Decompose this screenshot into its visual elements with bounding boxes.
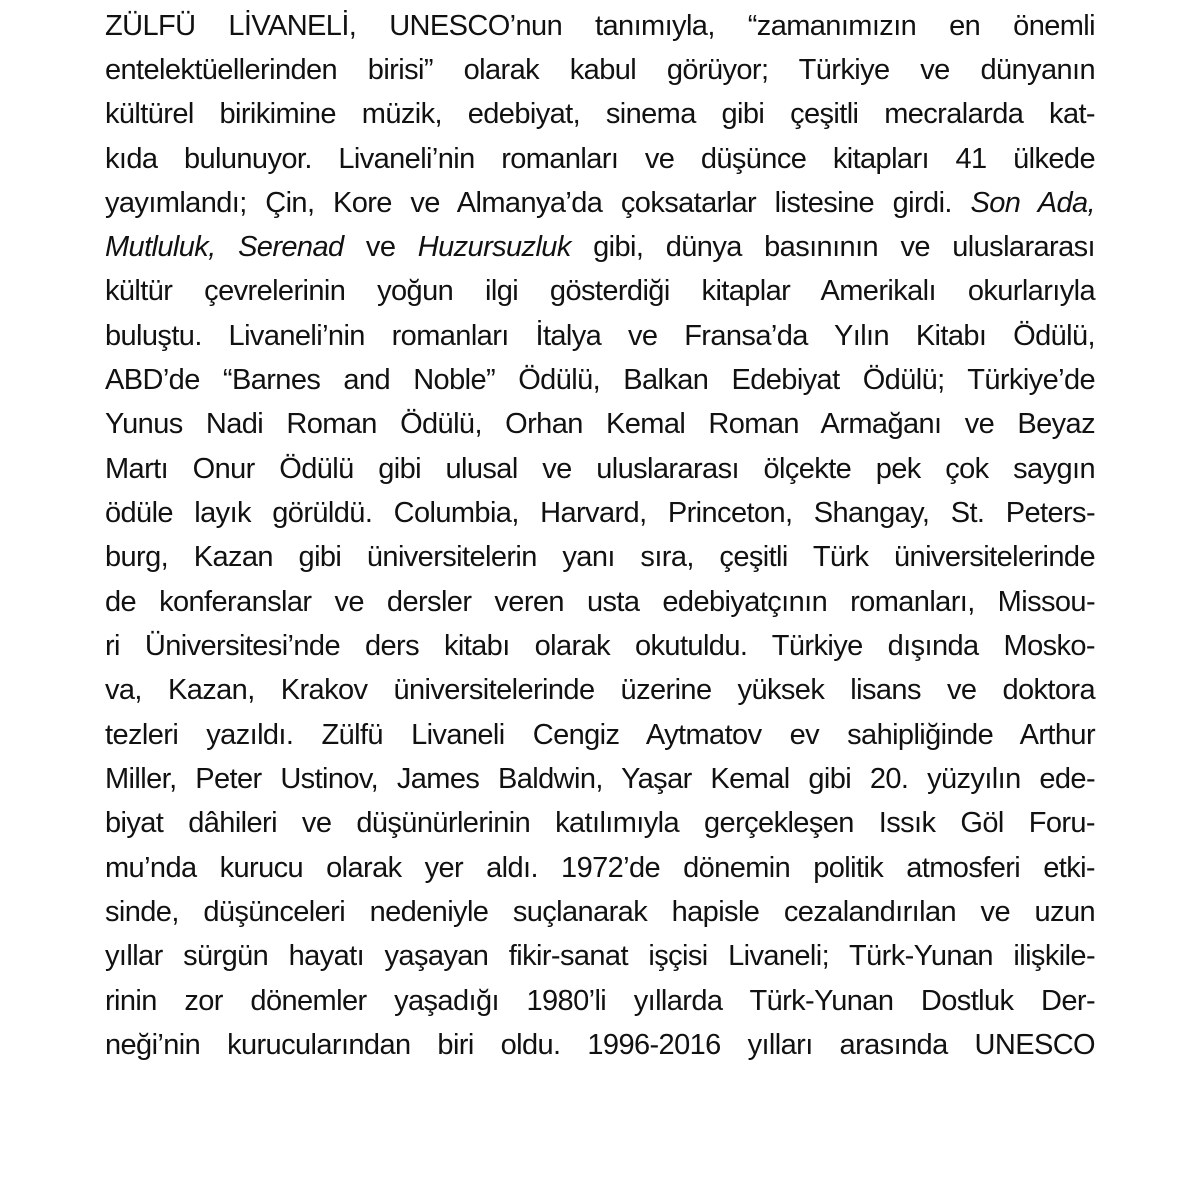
text-line	[105, 181, 1095, 225]
text-line: ödüle layık görüldü. Columbia, Harvard, Princeton, Shangay, St. Peters-	[105, 497, 1095, 529]
text-line	[105, 225, 1095, 269]
text-line: ZÜLFÜ LİVANELİ, UNESCO’nun tanımıyla, “zamanımızın en önemli	[105, 10, 1095, 42]
text-line: burg, Kazan gibi üniversitelerin yanı sıra, çeşitli Türk üniversitelerinde	[105, 541, 1095, 573]
text-segment: yayımlandı; Çin, Kore ve Almanya’da çoksatarlar listesine girdi.	[105, 187, 952, 219]
text-line: neği’nin kurucularından biri oldu. 1996-2016 yılları arasında UNESCO	[105, 1029, 1095, 1061]
text-line: ri Üniversitesi’nde ders kitabı olarak okutuldu. Türkiye dışında Mosko-	[105, 630, 1095, 662]
text-line: Yunus Nadi Roman Ödülü, Orhan Kemal Roman Armağanı ve Beyaz	[105, 408, 1095, 440]
book-title-huzursuzluk: Huzursuzluk	[417, 231, 571, 263]
text-line: de konferanslar ve dersler veren usta edebiyatçının romanları, Missou-	[105, 586, 1095, 618]
text-line: kültürel birikimine müzik, edebiyat, sinema gibi çeşitli mecralarda kat-	[105, 98, 1095, 130]
text-line: kıda bulunuyor. Livaneli’nin romanları ve düşünce kitapları 41 ülkede	[105, 143, 1095, 175]
book-title-mutluluk: Mutluluk,	[105, 231, 216, 263]
text-line: entelektüellerinden birisi” olarak kabul görüyor; Türkiye ve dünyanın	[105, 54, 1095, 86]
text-line: sinde, düşünceleri nedeniyle suçlanarak hapisle cezalandırılan ve uzun	[105, 896, 1095, 928]
text-line: tezleri yazıldı. Zülfü Livaneli Cengiz Aytmatov ev sahipliğinde Arthur	[105, 719, 1095, 751]
text-segment: ve	[365, 231, 396, 263]
text-line: mu’nda kurucu olarak yer aldı. 1972’de dönemin politik atmosferi etki-	[105, 852, 1095, 884]
text-line: Martı Onur Ödülü gibi ulusal ve uluslararası ölçekte pek çok saygın	[105, 453, 1095, 485]
text-line: Miller, Peter Ustinov, James Baldwin, Yaşar Kemal gibi 20. yüzyılın ede-	[105, 763, 1095, 795]
text-line: va, Kazan, Krakov üniversitelerinde üzerine yüksek lisans ve doktora	[105, 674, 1095, 706]
text-line: biyat dâhileri ve düşünürlerinin katılımıyla gerçekleşen Issık Göl Foru-	[105, 807, 1095, 839]
text-line: yıllar sürgün hayatı yaşayan fikir-sanat işçisi Livaneli; Türk-Yunan ilişkile-	[105, 940, 1095, 972]
text-line: ABD’de “Barnes and Noble” Ödülü, Balkan Edebiyat Ödülü; Türkiye’de	[105, 364, 1095, 396]
text-line: buluştu. Livaneli’nin romanları İtalya ve Fransa’da Yılın Kitabı Ödülü,	[105, 320, 1095, 352]
text-line: rinin zor dönemler yaşadığı 1980’li yıllarda Türk-Yunan Dostluk Der-	[105, 985, 1095, 1017]
book-title-serenad: Serenad	[238, 231, 344, 263]
text-segment: gibi, dünya basınının ve uluslararası	[593, 231, 1095, 263]
book-title-son-ada: Son Ada,	[970, 187, 1095, 219]
text-line: kültür çevrelerinin yoğun ilgi gösterdiği kitaplar Amerikalı okurlarıyla	[105, 275, 1095, 307]
